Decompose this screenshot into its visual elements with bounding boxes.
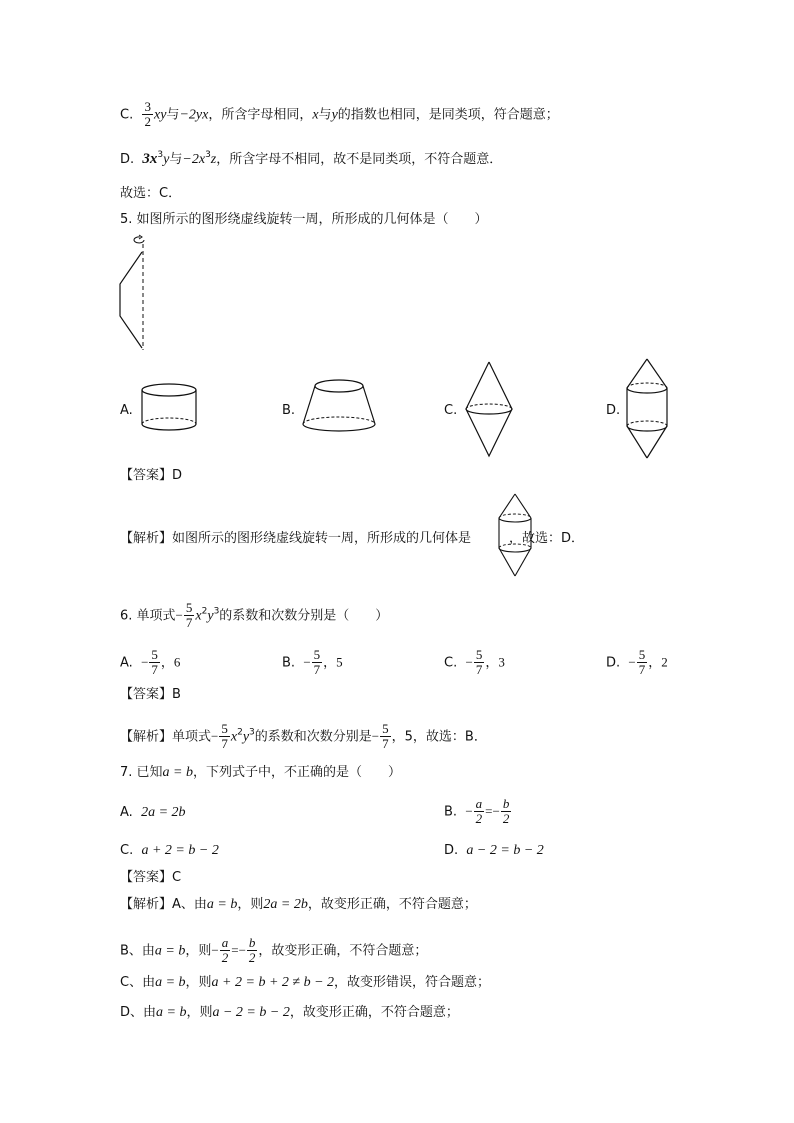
q7-option-b: B. − $\frac{a}{2}$ =− $\frac{b}{2}$ [444,796,510,827]
q7-analysis-c: C、由a = b，则a + 2 = b + 2 ≠ b − 2，故变形错误，符合题意； [120,975,491,990]
q6-option-a: A. − $\frac{5}{7}$ ，6 [120,647,181,678]
q4-choice: 故选：C． [120,186,182,201]
fraction-5-7: $\frac{5}{7}$ [185,600,193,631]
q6-question: 6. 单项式− $\frac{5}{7}$ $x^2y^3$的系数和次数分别是（ ） [120,600,389,631]
cylinder-icon [136,378,202,436]
q7-analysis-b: B、由a = b，则− $\frac{a}{2}$ =− $\frac{b}{2}$ ，故变形正确，不符合题意； [120,935,428,966]
q5-option-b-label: B. [282,403,296,418]
q5-analysis: 【解析】如图所示的图形绕虚线旋转一周，所形成的几何体是 ，故选：D． [120,531,585,546]
q6-option-d: D. − $\frac{5}{7}$ ，2 [606,647,668,678]
q6-option-c: C. − $\frac{5}{7}$ ，3 [444,647,505,678]
q7-question: 7. 已知a = b，下列式子中，不正确的是（ ） [120,765,402,780]
q6-option-b: B. − $\frac{5}{7}$ ，5 [282,647,343,678]
rotating-shape [120,252,142,348]
q7-analysis-a: 【解析】A、由a = b，则2a = 2b，故变形正确，不符合题意； [120,897,477,912]
q6-answer: 【答案】B [120,687,181,702]
q5-option-c-label: C. [444,403,458,418]
rotation-arrow-icon [134,237,144,243]
q4-option-d-analysis: D. $3x^3y$与$-2x^3z$，所含字母不相同，故不是同类项，不符合题意． [120,150,503,167]
q5-option-d-label: D. [606,403,621,418]
q5-option-a-label: A. [120,403,133,418]
q5-question: 5. 如图所示的图形绕虚线旋转一周，所形成的几何体是（ ） [120,212,488,227]
q5-answer: 【答案】D [120,468,183,483]
analysis-solid-icon [496,492,534,578]
q4-option-c-analysis: C. $\frac{3}{2}$ xy与−2yx，所含字母相同，x与y的指数也相同，是同类项，符合题意； [120,99,559,130]
q7-option-c: C. a + 2 = b − 2 [120,843,219,858]
q7-analysis-d: D、由a = b，则a − 2 = b − 2，故变形正确，不符合题意； [120,1005,459,1020]
cone-cylinder-cone-icon [622,356,672,462]
q7-answer: 【答案】C [120,870,182,885]
q6-analysis: 【解析】单项式− $\frac{5}{7}$ $x^2y^3$的系数和次数分别是− $\frac{5}{7}$ ，5，故选：B． [120,721,487,752]
rotation-figure [108,232,158,354]
double-cone-icon [458,358,520,462]
fraction-3-2: $\frac{3}{2}$ [144,99,151,130]
q7-option-a: A. 2a = 2b [120,805,186,820]
q7-option-d: D. a − 2 = b − 2 [444,843,544,858]
frustum-icon [296,374,382,436]
